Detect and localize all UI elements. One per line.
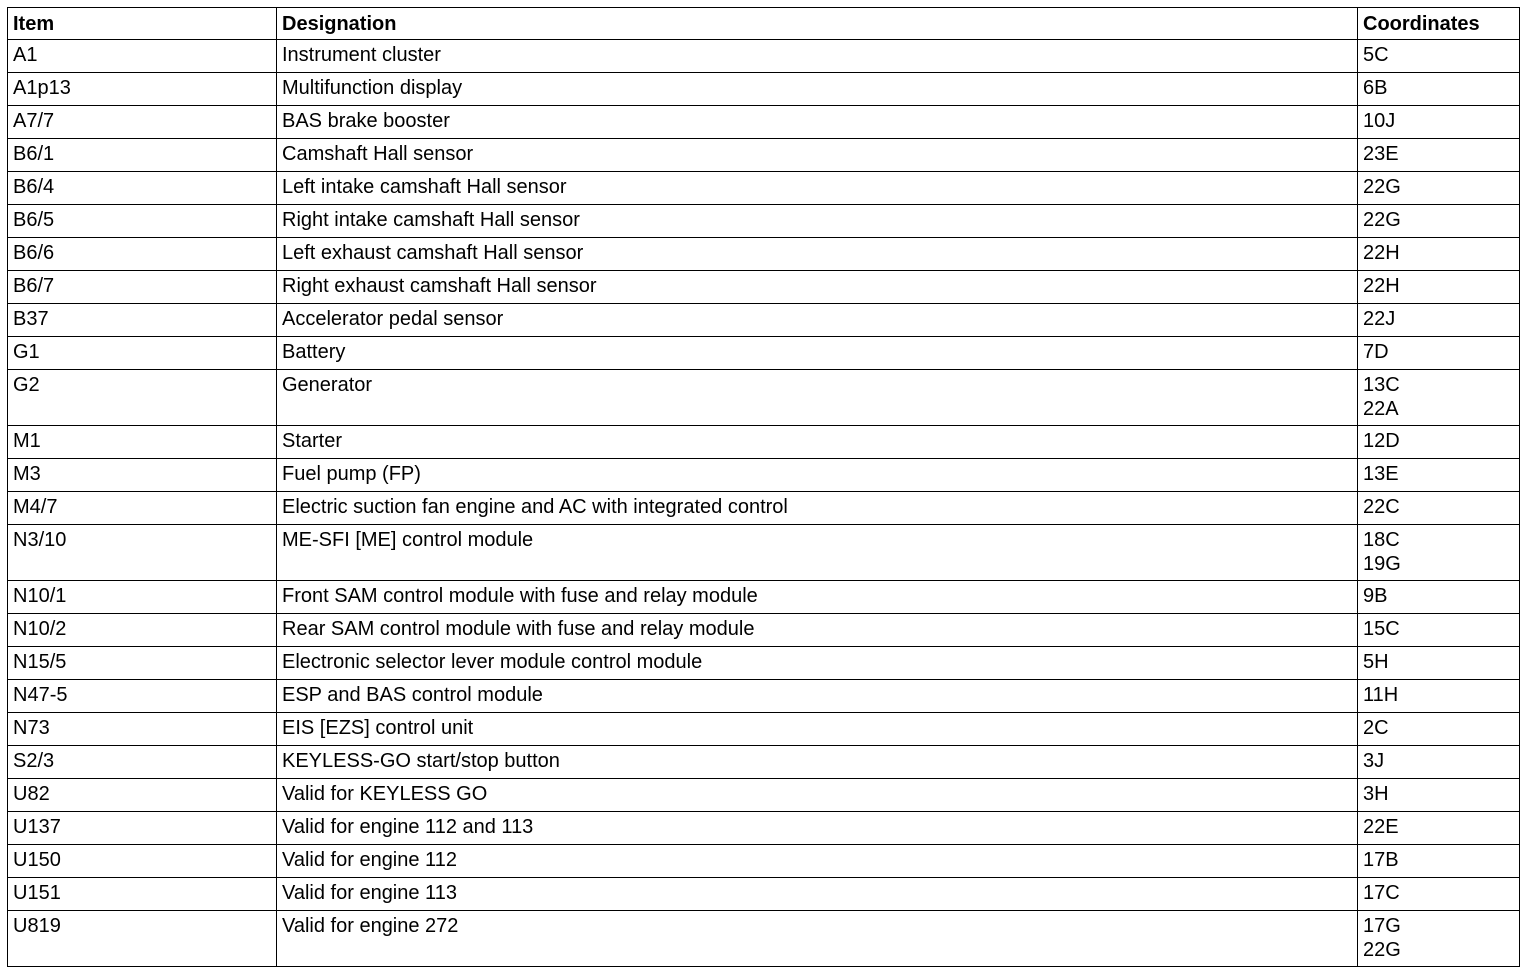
cell-designation: BAS brake booster [277,106,1358,139]
cell-designation: ME-SFI [ME] control module [277,525,1358,581]
cell-coordinates [1358,370,1520,426]
coordinate-value: 11H [1363,684,1399,706]
table-row [8,647,1520,680]
table-row [8,525,1520,581]
coordinate-value: 15C [1363,618,1400,640]
header-coordinates: Coordinates [1358,8,1520,40]
coordinate-value: 22C [1363,496,1400,518]
cell-item: B6/6 [8,238,277,271]
coordinate-value: 13E [1363,463,1399,485]
cell-coordinates [1358,812,1520,845]
table-row [8,845,1520,878]
cell-item: N3/10 [8,525,277,581]
cell-coordinates [1358,845,1520,878]
cell-item: N47-5 [8,680,277,713]
cell-designation: ESP and BAS control module [277,680,1358,713]
cell-designation: Starter [277,426,1358,459]
cell-item: A7/7 [8,106,277,139]
cell-designation: Valid for engine 272 [277,911,1358,967]
cell-coordinates [1358,614,1520,647]
cell-item: G2 [8,370,277,426]
table-row [8,370,1520,426]
coordinate-value: 7D [1363,341,1389,363]
coordinate-value: 17C [1363,882,1400,904]
header-designation: Designation [277,8,1358,40]
cell-item: U151 [8,878,277,911]
table-row [8,911,1520,967]
coordinate-value: 22E [1363,816,1399,838]
cell-coordinates [1358,238,1520,271]
cell-designation: Battery [277,337,1358,370]
cell-coordinates [1358,713,1520,746]
table-header [8,8,1520,40]
table-row [8,492,1520,525]
cell-designation: Electronic selector lever module control module [277,647,1358,680]
cell-designation: Front SAM control module with fuse and relay module [277,581,1358,614]
table-row [8,106,1520,139]
table-row [8,878,1520,911]
cell-designation: Valid for engine 112 and 113 [277,812,1358,845]
coordinate-value: 22G [1363,939,1401,961]
table-row [8,139,1520,172]
table-body [8,40,1520,967]
cell-coordinates [1358,459,1520,492]
cell-item: N15/5 [8,647,277,680]
cell-coordinates [1358,492,1520,525]
table-row [8,271,1520,304]
cell-designation: Valid for engine 113 [277,878,1358,911]
cell-item: B6/5 [8,205,277,238]
cell-item: U819 [8,911,277,967]
table-row [8,713,1520,746]
coordinate-value: 23E [1363,143,1399,165]
coordinate-value: 2C [1363,717,1389,739]
coordinate-value: 22A [1363,398,1399,420]
table-row [8,304,1520,337]
cell-designation: Camshaft Hall sensor [277,139,1358,172]
cell-item: N10/2 [8,614,277,647]
cell-coordinates [1358,878,1520,911]
coordinate-value: 22H [1363,275,1400,297]
cell-coordinates [1358,337,1520,370]
coordinate-value: 3J [1363,750,1385,772]
table-row [8,459,1520,492]
cell-designation: Fuel pump (FP) [277,459,1358,492]
cell-item: M1 [8,426,277,459]
table-row [8,779,1520,812]
table-row [8,812,1520,845]
table-row [8,40,1520,73]
coordinate-value: 3H [1363,783,1389,805]
cell-designation: Valid for engine 112 [277,845,1358,878]
cell-designation: Right exhaust camshaft Hall sensor [277,271,1358,304]
coordinate-value: 13C [1363,374,1400,396]
cell-coordinates [1358,172,1520,205]
cell-coordinates [1358,426,1520,459]
cell-designation: Right intake camshaft Hall sensor [277,205,1358,238]
cell-coordinates [1358,106,1520,139]
cell-coordinates [1358,304,1520,337]
cell-item: N73 [8,713,277,746]
cell-designation: Accelerator pedal sensor [277,304,1358,337]
cell-coordinates [1358,40,1520,73]
cell-designation: Left exhaust camshaft Hall sensor [277,238,1358,271]
table-row [8,205,1520,238]
table-row [8,73,1520,106]
cell-coordinates [1358,680,1520,713]
header-item: Item [8,8,277,40]
cell-designation: Electric suction fan engine and AC with integrated control [277,492,1358,525]
coordinate-value: 22G [1363,176,1401,198]
coordinate-value: 10J [1363,110,1396,132]
coordinate-value: 19G [1363,553,1401,575]
cell-item: U82 [8,779,277,812]
cell-coordinates [1358,779,1520,812]
cell-designation: Valid for KEYLESS GO [277,779,1358,812]
coordinate-value: 5C [1363,44,1389,66]
table-row [8,426,1520,459]
cell-coordinates [1358,647,1520,680]
table-row [8,581,1520,614]
cell-coordinates [1358,911,1520,967]
cell-item: A1 [8,40,277,73]
cell-designation: Left intake camshaft Hall sensor [277,172,1358,205]
cell-designation: Rear SAM control module with fuse and relay module [277,614,1358,647]
cell-coordinates [1358,581,1520,614]
cell-item: A1p13 [8,73,277,106]
cell-designation: Generator [277,370,1358,426]
coordinate-value: 12D [1363,430,1400,452]
table-row [8,238,1520,271]
cell-coordinates [1358,746,1520,779]
coordinate-value: 18C [1363,529,1400,551]
cell-item: B37 [8,304,277,337]
cell-item: S2/3 [8,746,277,779]
cell-item: B6/1 [8,139,277,172]
cell-item: U137 [8,812,277,845]
coordinate-value: 17B [1363,849,1399,871]
cell-item: M4/7 [8,492,277,525]
coordinate-value: 5H [1363,651,1389,673]
cell-coordinates [1358,73,1520,106]
table-row [8,680,1520,713]
table-row [8,614,1520,647]
coordinate-value: 9B [1363,585,1388,607]
cell-item: U150 [8,845,277,878]
coordinate-value: 6B [1363,77,1388,99]
cell-coordinates [1358,525,1520,581]
cell-item: G1 [8,337,277,370]
cell-item: N10/1 [8,581,277,614]
table-row [8,172,1520,205]
cell-coordinates [1358,271,1520,304]
coordinate-value: 17G [1363,915,1401,937]
table-row [8,746,1520,779]
cell-coordinates [1358,205,1520,238]
cell-designation: KEYLESS-GO start/stop button [277,746,1358,779]
cell-item: B6/7 [8,271,277,304]
cell-item: M3 [8,459,277,492]
header-row [8,8,1520,40]
table-row [8,337,1520,370]
coordinate-value: 22G [1363,209,1401,231]
cell-designation: Multifunction display [277,73,1358,106]
cell-coordinates [1358,139,1520,172]
cell-designation: Instrument cluster [277,40,1358,73]
coordinate-value: 22J [1363,308,1396,330]
coordinate-value: 22H [1363,242,1400,264]
cell-item: B6/4 [8,172,277,205]
cell-designation: EIS [EZS] control unit [277,713,1358,746]
component-legend-table [7,7,1520,967]
